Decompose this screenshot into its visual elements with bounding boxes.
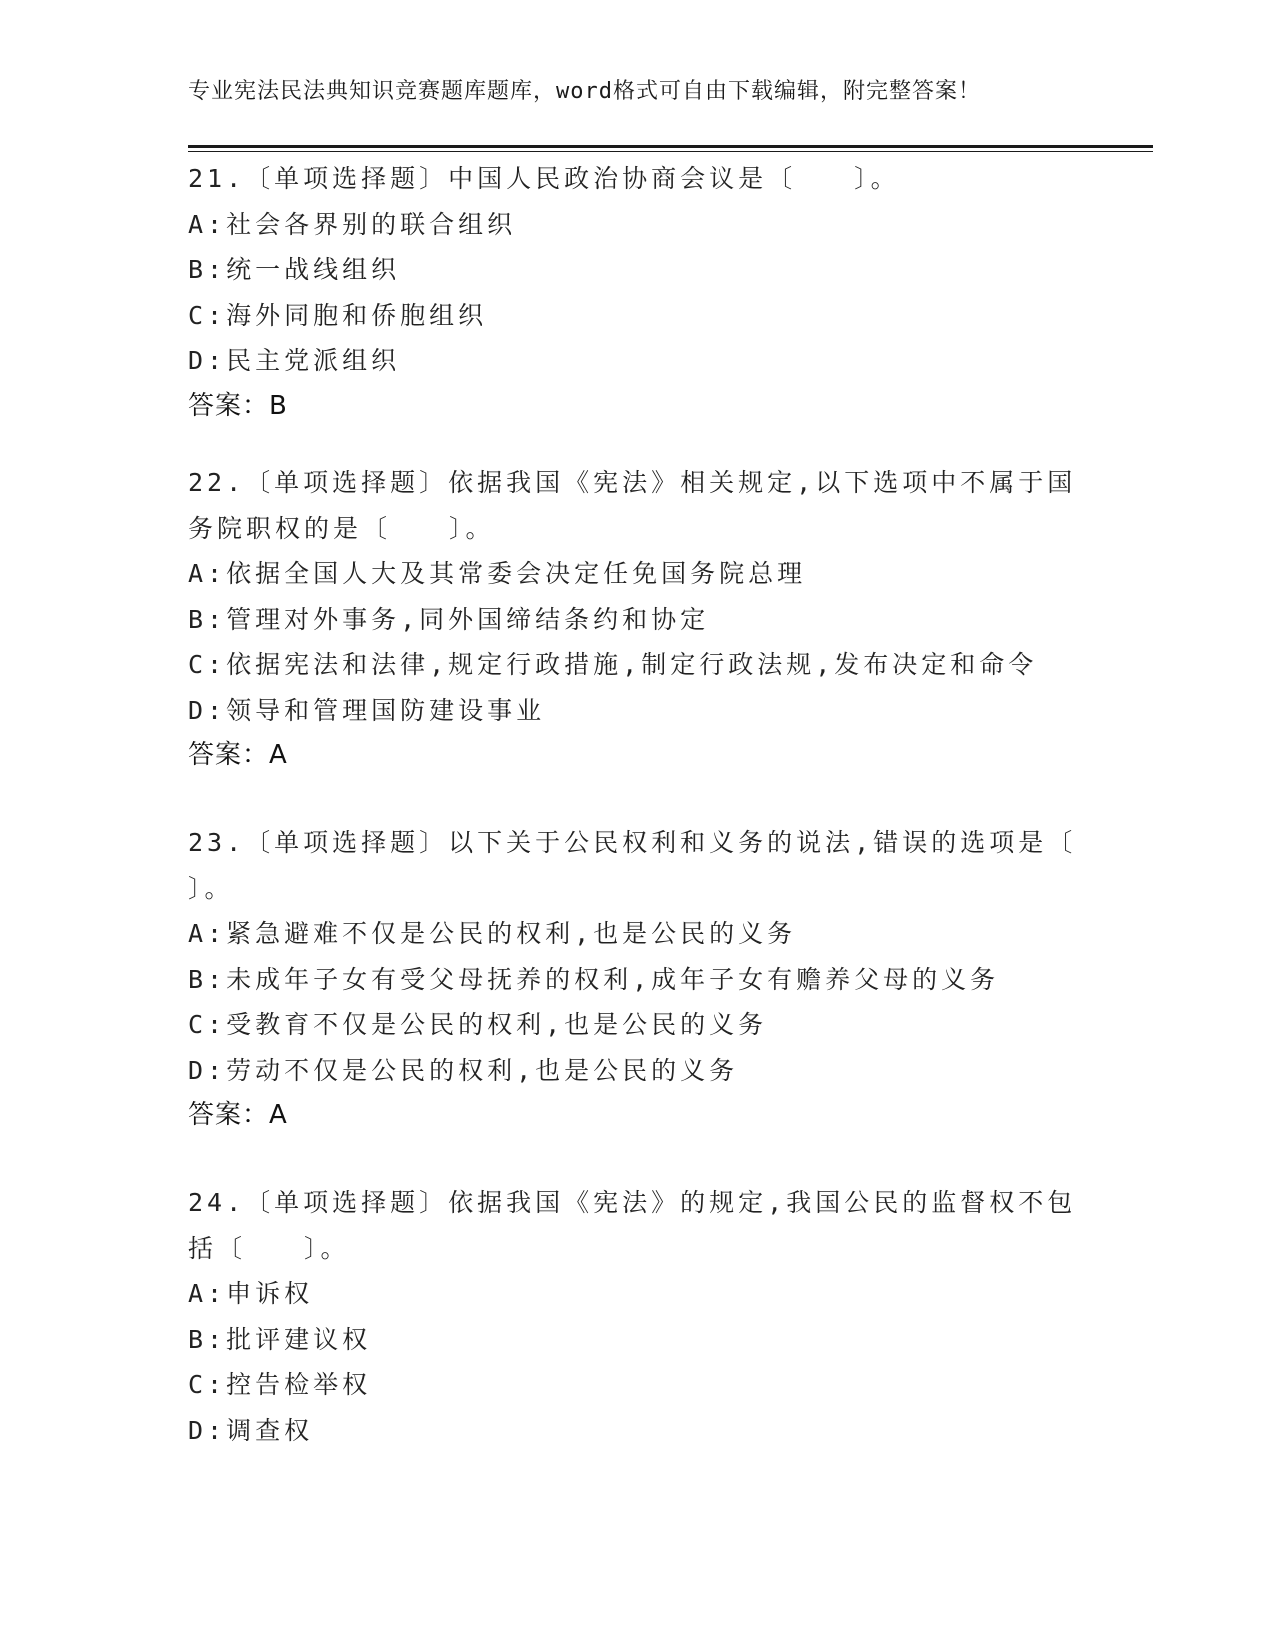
- option-b: B:统一战线组织: [188, 255, 401, 284]
- answer-line: 答案：A: [188, 740, 288, 770]
- option-d: D:劳动不仅是公民的权利,也是公民的义务: [188, 1055, 739, 1085]
- option-a: A:依据全国人大及其常委会决定任免国务院总理: [188, 559, 807, 588]
- option-c: C:海外同胞和侨胞组织: [188, 300, 488, 330]
- option-b: B:未成年子女有受父母抚养的权利,成年子女有赡养父母的义务: [188, 964, 1000, 994]
- question-stem-continued: 括〔 〕。: [188, 1233, 350, 1263]
- header-divider-thin: [188, 151, 1153, 152]
- option-b: B:管理对外事务,同外国缔结条约和协定: [188, 604, 710, 634]
- question-block-24: [188, 1180, 1077, 1453]
- option-c: C:受教育不仅是公民的权利,也是公民的义务: [188, 1010, 768, 1039]
- option-d: D:调查权: [188, 1415, 314, 1445]
- option-a: A:申诉权: [188, 1279, 314, 1308]
- option-c: C:控告检举权: [188, 1370, 372, 1399]
- option-c: C:依据宪法和法律,规定行政措施,制定行政法规,发布决定和命令: [188, 650, 1038, 679]
- answer-line: 答案：A: [188, 1100, 288, 1130]
- question-stem: 21.〔单项选择题〕中国人民政治协商会议是〔 〕。: [188, 164, 900, 193]
- option-d: D:民主党派组织: [188, 346, 401, 375]
- question-block-21: [188, 156, 1068, 429]
- option-d: D:领导和管理国防建设事业: [188, 695, 546, 725]
- page-header: 专业宪法民法典知识竞赛题库题库，word格式可自由下载编辑，附完整答案！: [188, 79, 981, 104]
- question-stem: 24.〔单项选择题〕依据我国《宪法》的规定,我国公民的监督权不包: [188, 1188, 1077, 1217]
- question-block-22: [188, 460, 1077, 779]
- option-b: B:批评建议权: [188, 1324, 372, 1354]
- question-stem-continued: 〕。: [188, 873, 234, 903]
- option-a: A:紧急避难不仅是公民的权利,也是公民的义务: [188, 919, 797, 948]
- header-divider-thick: [188, 145, 1153, 148]
- question-block-23: [188, 820, 1077, 1139]
- question-stem: 23.〔单项选择题〕以下关于公民权利和义务的说法,错误的选项是〔: [188, 828, 1077, 857]
- question-stem-continued: 务院职权的是〔 〕。: [188, 513, 495, 543]
- option-a: A:社会各界别的联合组织: [188, 209, 517, 239]
- question-stem: 22.〔单项选择题〕依据我国《宪法》相关规定,以下选项中不属于国: [188, 468, 1077, 497]
- answer-line: 答案：B: [188, 390, 288, 421]
